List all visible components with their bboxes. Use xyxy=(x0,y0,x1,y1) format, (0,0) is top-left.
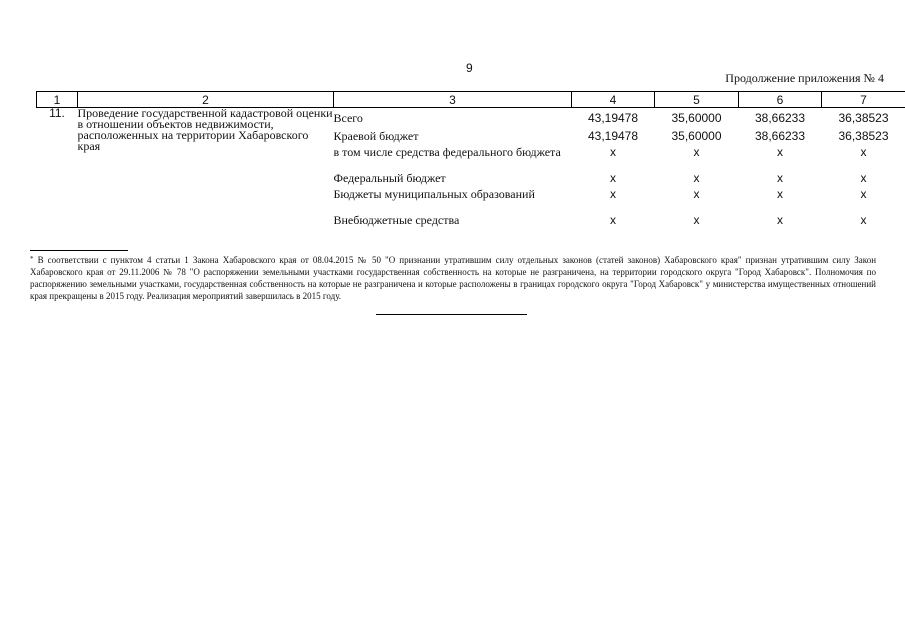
value-cell: 43,19478 xyxy=(587,111,639,125)
value-cell: 38,66233 xyxy=(754,129,806,143)
value-cell: x xyxy=(693,187,700,201)
funding-source-label: Федеральный бюджет xyxy=(333,171,446,185)
value-cell: 38,66233 xyxy=(754,111,806,125)
appendix-continuation-label: Продолжение приложения № 4 xyxy=(725,71,884,85)
value-cell: 35,60000 xyxy=(671,129,722,143)
value-cell: x xyxy=(777,145,783,159)
value-cell: x xyxy=(777,213,783,227)
value-cell: x xyxy=(610,145,616,159)
value-cell: 43,19478 xyxy=(587,129,639,143)
footnote-text: В соответствии с пунктом 4 статьи 1 Закона Хабаровского края от 08.04.2015 № 50 "О признании утратившим силу отдельных законов (статей законов) Хабаровского края" признан утратившим силу Закон Хабаровского края от 29.11.2006 № 78 "О распоряжении земельными участками государственная собственность на которые не разграничена, на территории городского округа "Город Хабаровск". Полномочия по распоряжению земельными участками, государственная собственность на которые не разграничена и которые расположены в границах городского округа "Город Хабаровск" у министерства имущественных отношений края прекращены в 2015 году. Реализация мероприятий завершилась в 2015 году. xyxy=(30,255,877,301)
footnote-marker: * xyxy=(30,255,34,263)
value-cell: x xyxy=(860,187,867,201)
value-cell: x xyxy=(610,213,616,227)
funding-source-label: Бюджеты муниципальных образований xyxy=(333,187,535,201)
funding-source-label: Внебюджетные средства xyxy=(333,213,460,227)
column-header: 2 xyxy=(78,92,334,108)
footnote xyxy=(30,254,876,302)
value-cell: x xyxy=(860,145,867,159)
funding-source-label: в том числе средства федерального бюджета xyxy=(333,145,561,159)
value-cell: x xyxy=(693,145,700,159)
column-header: 5 xyxy=(655,92,739,108)
value-cell: x xyxy=(777,187,783,201)
value-cell: x xyxy=(610,187,616,201)
value-cell: x xyxy=(693,213,700,227)
value-cell: x xyxy=(693,171,700,185)
row-number: 11. xyxy=(49,106,65,120)
footnote-separator xyxy=(30,250,128,251)
value-cell: x xyxy=(777,171,783,185)
value-cell: x xyxy=(610,171,616,185)
column-header: 1 xyxy=(37,92,78,108)
value-cell: 36,38523 xyxy=(838,129,889,143)
column-header: 4 xyxy=(572,92,655,108)
program-table xyxy=(36,91,905,231)
activity-name: Проведение государственной кадастровой оценки в отношении объектов недвижимости, расположенных на территории Хабаровского края xyxy=(77,106,333,153)
page-number: 9 xyxy=(466,61,473,75)
value-cell: 35,60000 xyxy=(671,111,722,125)
value-cell: x xyxy=(860,213,867,227)
value-cell: 36,38523 xyxy=(838,111,889,125)
table-row xyxy=(37,108,905,132)
value-cell: x xyxy=(860,171,867,185)
funding-source-label: Краевой бюджет xyxy=(333,129,419,143)
column-header: 3 xyxy=(334,92,572,108)
end-separator-line xyxy=(376,314,527,315)
funding-source-label: Всего xyxy=(333,111,363,125)
column-header: 6 xyxy=(739,92,822,108)
column-header: 7 xyxy=(822,92,905,108)
